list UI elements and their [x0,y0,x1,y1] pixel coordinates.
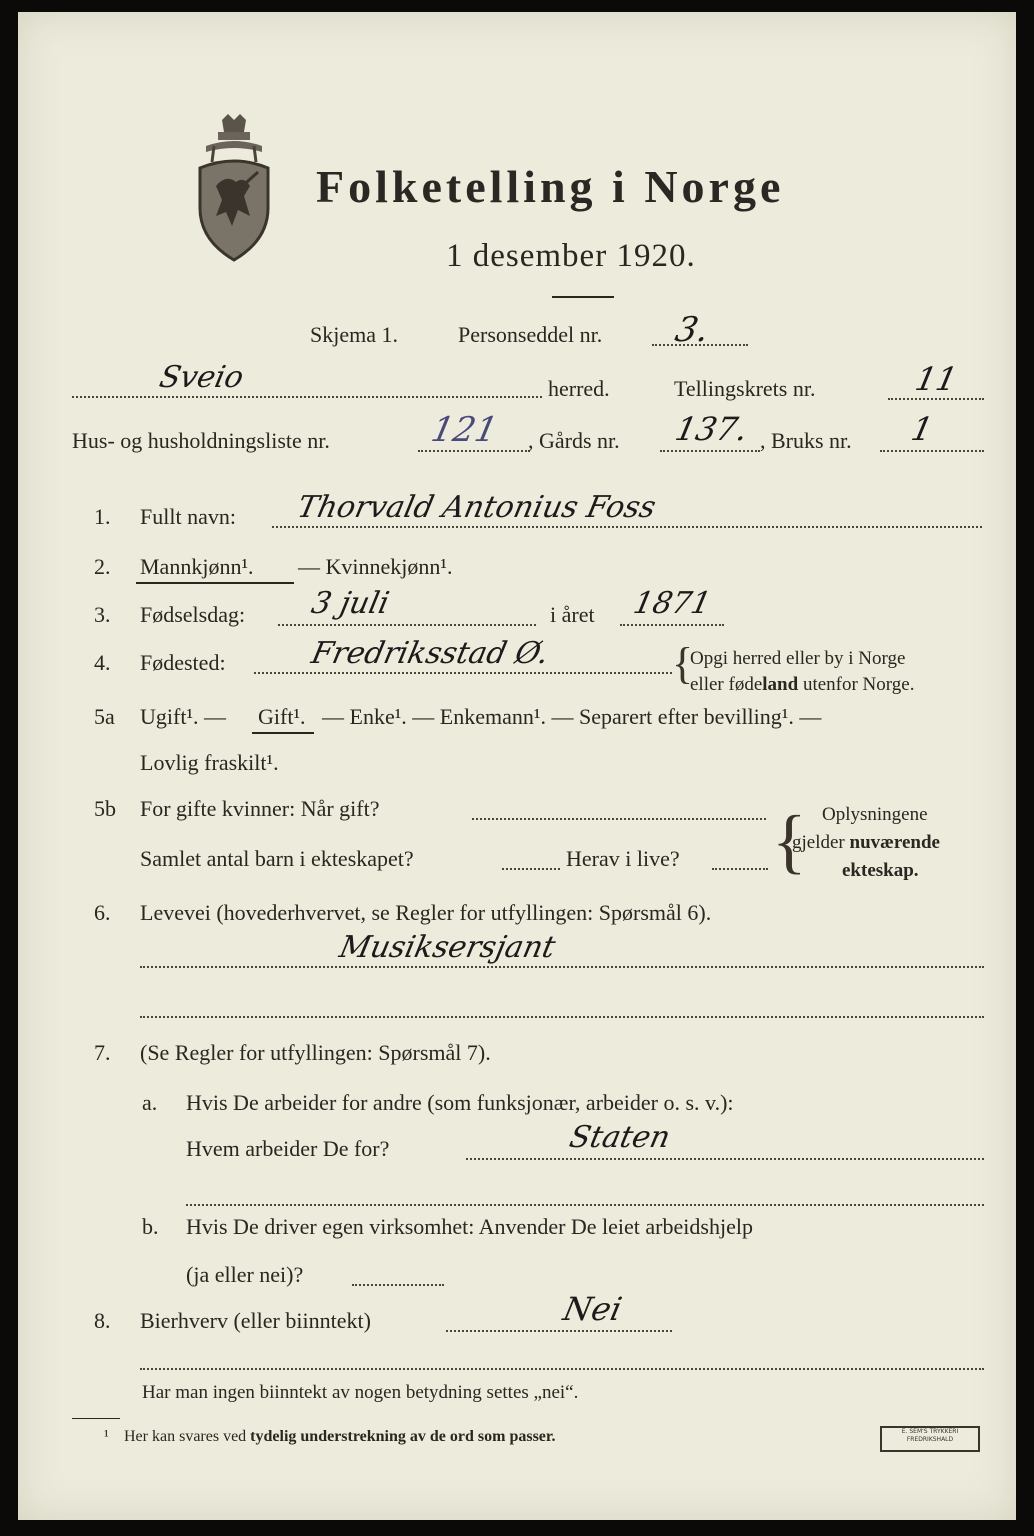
q5b-brace: { [772,801,807,881]
birthday-field[interactable] [278,624,536,626]
hus-value: 121 [427,410,502,450]
gards-value: 137. [671,410,752,448]
form-title: Folketelling i Norge [316,161,785,212]
married-women-label: For gifte kvinner: Når gift? [140,796,380,821]
birth-year-field[interactable] [620,624,724,626]
tellingskrets-field[interactable] [888,398,984,400]
hus-label: Hus- og husholdningsliste nr. [72,428,330,453]
employer-label: Hvem arbeider De for? [186,1136,390,1161]
male-option[interactable]: Mannkjønn¹. [140,554,254,579]
q4-label: Fødested: [140,650,226,675]
gards-label: , Gårds nr. [528,428,620,453]
living-children-field[interactable] [712,868,768,870]
employer-value: Staten [566,1120,674,1155]
female-option[interactable]: — Kvinnekjønn¹. [298,554,453,579]
gards-field[interactable] [660,450,760,452]
children-field[interactable] [502,868,560,870]
form-date: 1 desember 1920. [446,238,696,274]
q2-number: 2. [94,554,111,579]
q7-label: (Se Regler for utfyllingen: Spørsmål 7). [140,1040,491,1065]
occupation-value: Musiksersjant [336,930,559,965]
unmarried-option[interactable]: Ugift¹. — [140,704,227,729]
herred-field[interactable] [72,396,542,398]
q7b-question: Hvis De driver egen virksomhet: Anvender De leiet arbeidshjelp [186,1214,753,1239]
marriage-date-field[interactable] [472,818,766,820]
hus-field[interactable] [418,450,530,452]
side-income-field-2[interactable] [140,1368,984,1370]
norway-coat-of-arms-icon [192,112,276,262]
q3-number: 3. [94,602,111,627]
occupation-label: Levevei (hovederhvervet, se Regler for utfyllingen: Spørsmål 6). [140,900,712,925]
q7-number: 7. [94,1040,111,1065]
q6-number: 6. [94,900,111,925]
side-income-field[interactable] [446,1330,672,1332]
divorced-option[interactable]: Lovlig fraskilt¹. [140,750,279,775]
personseddel-value: 3. [671,310,713,350]
married-underline [252,732,314,734]
herred-label: herred. [548,376,610,401]
q8-number: 8. [94,1308,111,1333]
q4-note-line2: eller fødeland utenfor Norge. [690,674,915,695]
q5b-number: 5b [94,796,116,821]
children-label: Samlet antal barn i ekteskapet? [140,846,414,871]
bruks-label: , Bruks nr. [760,428,852,453]
q1-label: Fullt navn: [140,504,236,529]
q5b-note-line2: gjelder nuværende [792,832,940,853]
birth-year-value: 1871 [630,586,715,621]
living-children-label: Herav i live? [566,846,680,871]
side-income-label: Bierhverv (eller biinntekt) [140,1308,371,1333]
bruks-value: 1 [907,410,937,448]
printer-stamp: E. SEM'S TRYKKERI FREDRIKSHALD [880,1426,980,1452]
birthplace-field[interactable] [254,672,672,674]
hired-help-label: (ja eller nei)? [186,1262,304,1287]
q5b-note-line3: ekteskap. [842,860,919,881]
married-option[interactable]: Gift¹. [258,704,306,729]
year-label: i året [550,602,595,627]
footnote-divider [72,1418,120,1419]
title-divider [552,296,614,298]
side-income-note: Har man ingen biinntekt av nogen betydning settes „nei“. [142,1382,579,1403]
herred-value: Sveio [156,360,247,395]
hired-help-field[interactable] [352,1284,444,1286]
q7a-number: a. [142,1090,158,1115]
tellingskrets-value: 11 [911,360,961,398]
personseddel-label: Personseddel nr. [458,322,603,347]
q7b-number: b. [142,1214,159,1239]
full-name-field[interactable] [272,526,982,528]
employer-field[interactable] [466,1158,984,1160]
q1-number: 1. [94,504,111,529]
footnote-mark: ¹ [104,1428,109,1445]
footnote-text: Her kan svares ved tydelig understrekning av de ord som passer. [124,1428,556,1445]
q5b-note-line1: Oplysningene [822,804,928,825]
birthplace-value: Fredriksstad Ø. [308,636,552,671]
birthday-value: 3 juli [308,586,393,621]
q4-brace: { [672,639,694,688]
q3-label: Fødselsdag: [140,602,246,627]
bruks-field[interactable] [880,450,984,452]
skjema-label: Skjema 1. [310,322,398,347]
male-underline [136,582,294,584]
q4-number: 4. [94,650,111,675]
civil-status-options[interactable]: — Enke¹. — Enkemann¹. — Separert efter bevilling¹. — [322,704,822,729]
occupation-field-2[interactable] [140,1016,984,1018]
full-name-value: Thorvald Antonius Foss [294,490,659,525]
tellingskrets-label: Tellingskrets nr. [674,376,816,401]
occupation-field[interactable] [140,966,984,968]
q4-note-line1: Opgi herred eller by i Norge [690,648,906,669]
employer-field-2[interactable] [186,1204,984,1206]
q7a-question: Hvis De arbeider for andre (som funksjonær, arbeider o. s. v.): [186,1090,734,1115]
q5a-number: 5a [94,704,115,729]
side-income-value: Nei [559,1290,626,1328]
